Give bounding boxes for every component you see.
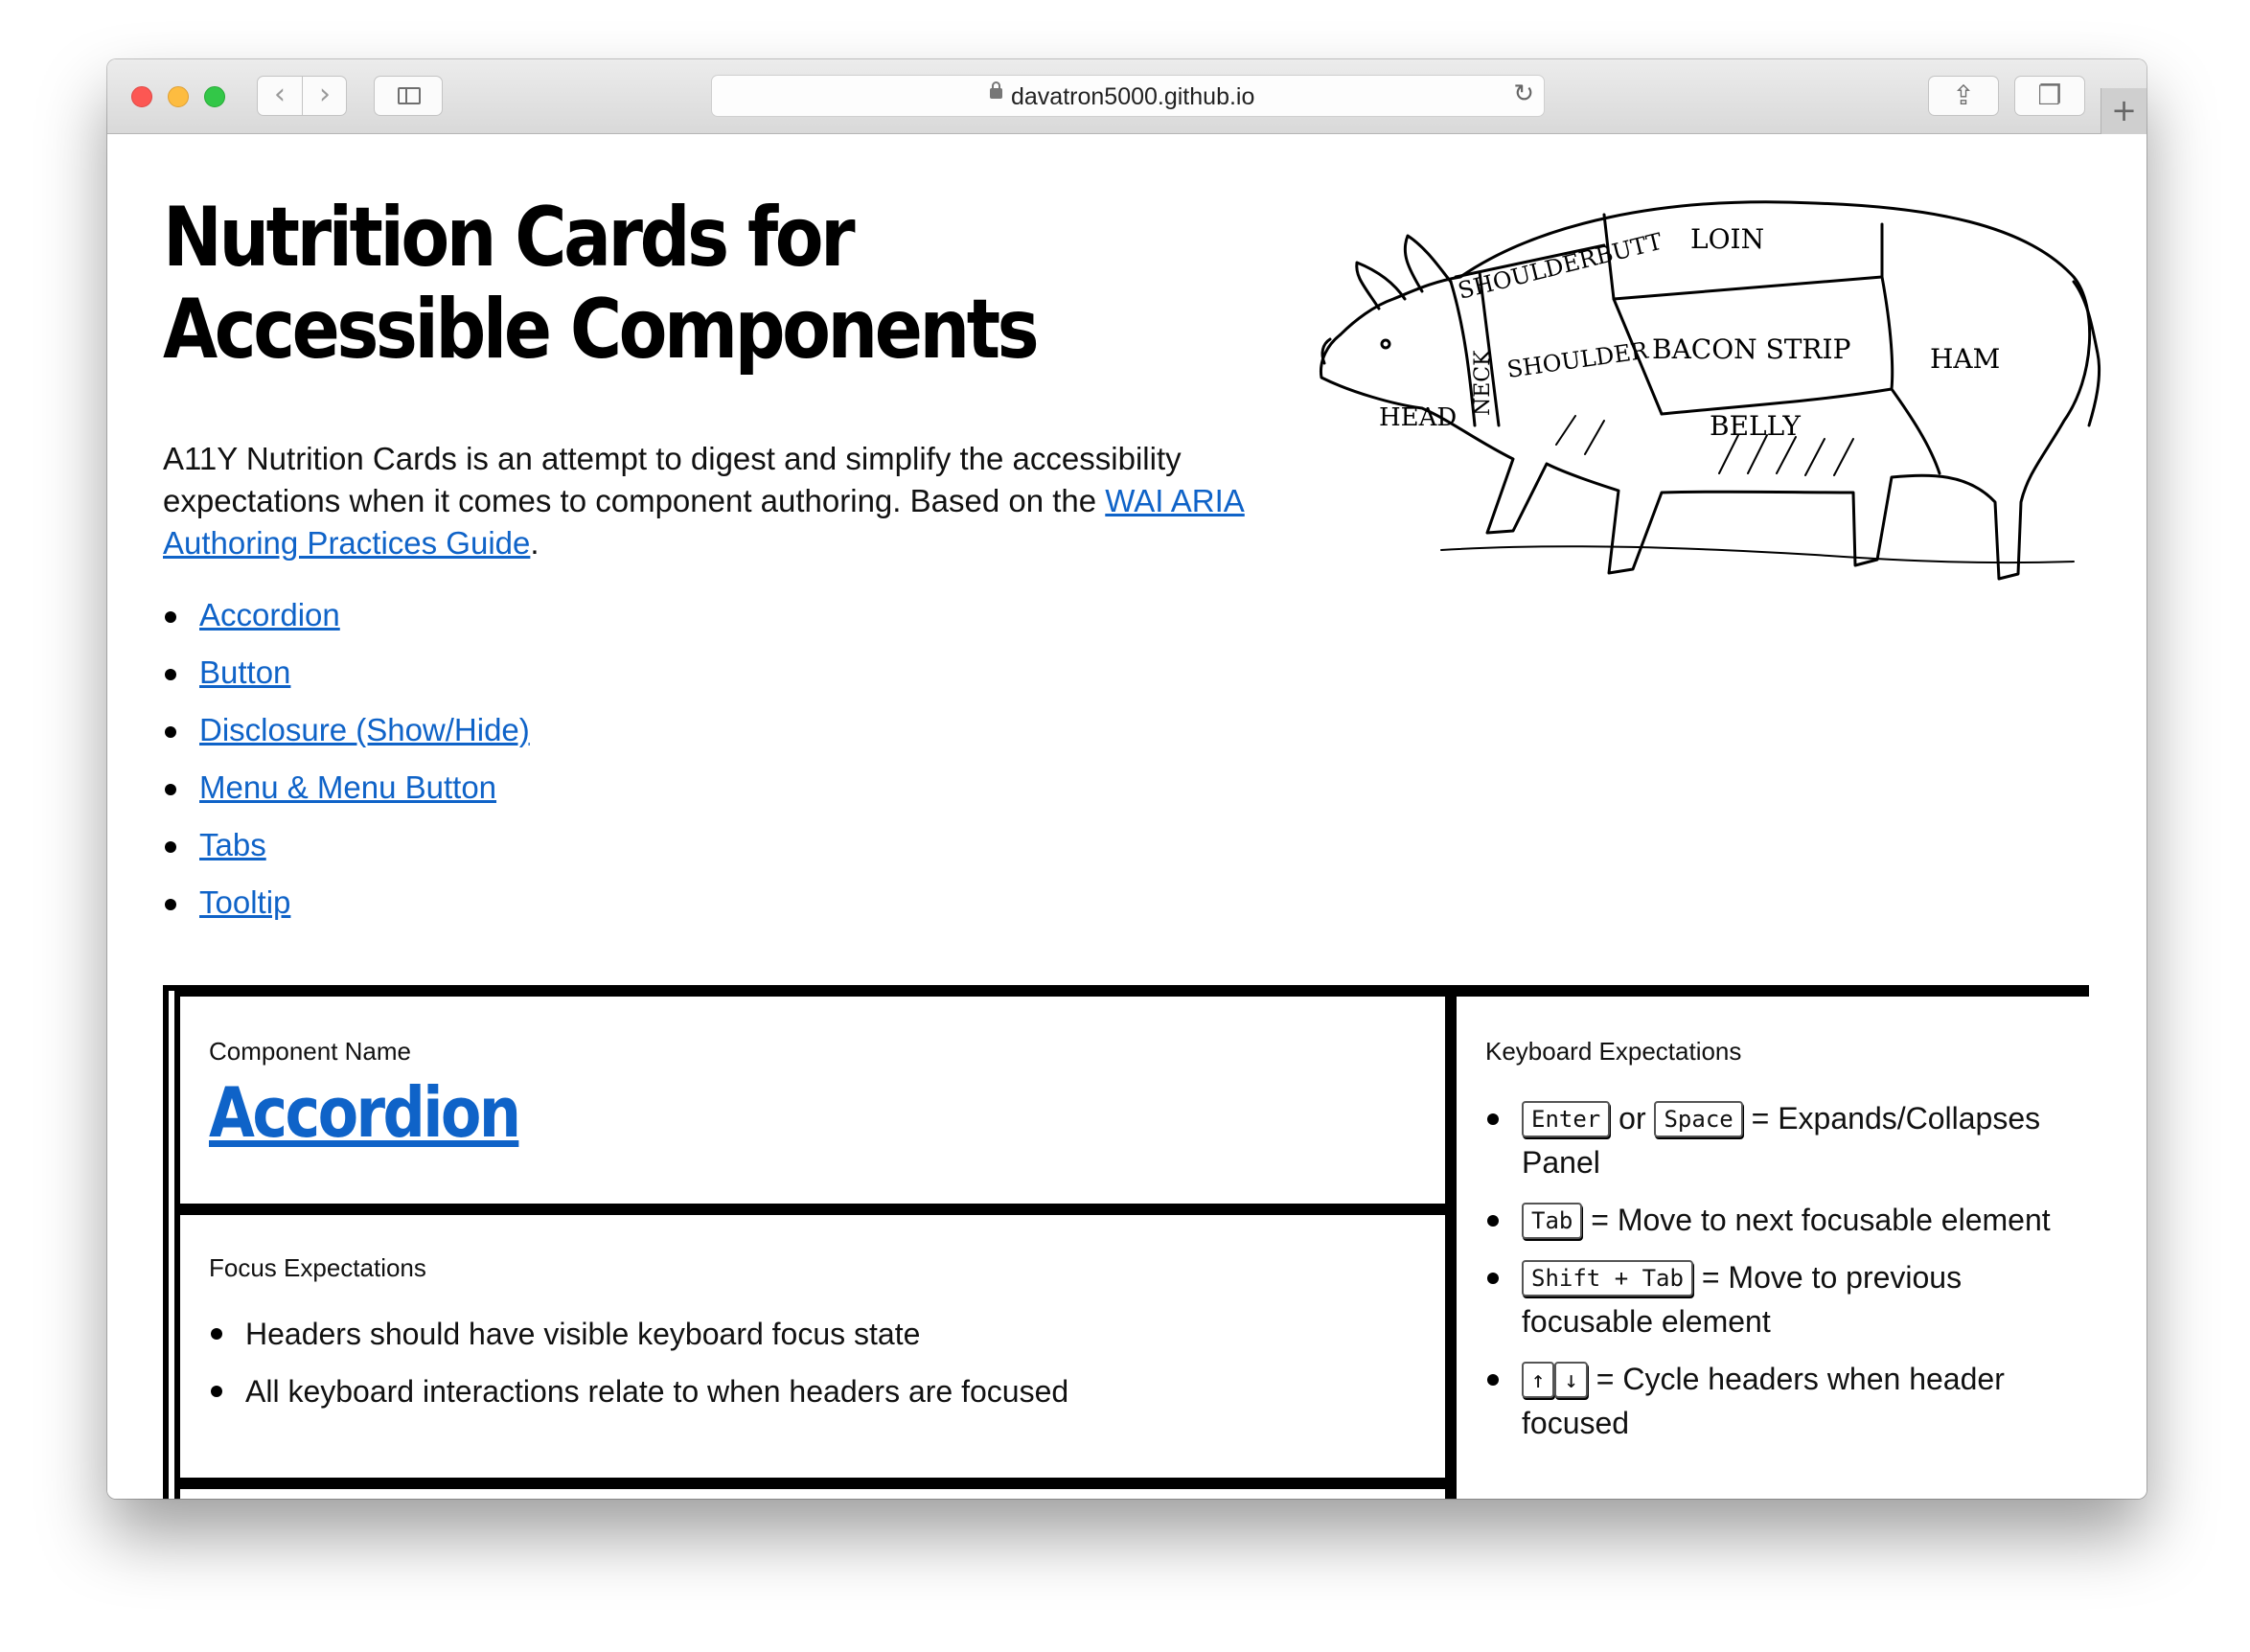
list-item <box>163 586 530 644</box>
pig-label-belly: BELLY <box>1710 410 1801 442</box>
tabs-icon: ❐ <box>2037 80 2062 111</box>
nutrition-card <box>163 985 2089 1499</box>
pig-label-neck: NECK <box>1471 350 1495 416</box>
pig-label-ham: HAM <box>1930 343 2001 375</box>
list-item <box>1485 1198 2051 1242</box>
space-key: Space <box>1654 1101 1742 1137</box>
wai-aria-link[interactable]: WAI ARIA Authoring Practices Guide <box>163 483 1245 561</box>
list-item <box>163 701 530 759</box>
list-item: All keyboard interactions relate to when headers are focused <box>209 1363 1068 1420</box>
new-tab-button[interactable] <box>2101 88 2147 134</box>
next-panel <box>174 1483 1451 1499</box>
list-item <box>1485 1357 2051 1445</box>
component-name-heading <box>209 1071 518 1154</box>
list-item <box>163 644 530 701</box>
arrow-up-key: ↑ <box>1522 1362 1554 1398</box>
back-button[interactable] <box>258 77 303 115</box>
pig-label-head: HEAD <box>1379 403 1458 432</box>
toc-link-tabs[interactable]: Tabs <box>199 827 266 862</box>
keyboard-expectations-list <box>1485 1096 2051 1458</box>
arrow-description: = Cycle headers when header focused <box>1522 1362 2005 1440</box>
list-item <box>163 759 530 816</box>
tab-key: Tab <box>1522 1203 1582 1239</box>
toc-link-menu[interactable]: Menu & Menu Button <box>199 769 497 805</box>
toc-link-tooltip[interactable]: Tooltip <box>199 884 291 920</box>
list-item <box>163 874 530 931</box>
intro-end: . <box>530 525 540 561</box>
pig-butcher-illustration <box>1317 186 2102 617</box>
focus-expectations-label: Focus Expectations <box>209 1253 426 1282</box>
browser-toolbar <box>107 59 2147 134</box>
toc-link-accordion[interactable]: Accordion <box>199 597 340 632</box>
keyboard-expectations-panel <box>1451 991 2089 1499</box>
shift-tab-key: Shift + Tab <box>1522 1260 1693 1296</box>
chevron-right-icon: › <box>319 78 331 111</box>
pig-label-bacon-strip: BACON STRIP <box>1652 333 1851 365</box>
url-text: davatron5000.github.io <box>1011 83 1255 110</box>
zoom-window-button[interactable] <box>204 86 225 107</box>
keyboard-expectations-label: Keyboard Expectations <box>1485 1037 1742 1066</box>
enter-key: Enter <box>1522 1101 1610 1137</box>
show-tabs-button[interactable] <box>2014 76 2085 116</box>
component-list <box>163 586 530 931</box>
browser-window <box>107 59 2147 1499</box>
share-icon: ⇪ <box>1952 80 1975 111</box>
pig-label-loin: LOIN <box>1690 223 1765 255</box>
focus-expectations-list <box>209 1305 1068 1420</box>
forward-button[interactable] <box>303 77 347 115</box>
shift-tab-description: = Move to previous focusable element <box>1522 1260 1963 1339</box>
page-viewport[interactable] <box>107 134 2147 1499</box>
list-item <box>163 816 530 874</box>
arrow-down-key: ↓ <box>1554 1362 1587 1398</box>
sidebar-toggle-button[interactable] <box>374 76 443 116</box>
history-navigation <box>257 76 347 116</box>
pig-label-shoulder-butt: SHOULDERBUTT <box>1455 227 1665 305</box>
or-text: or <box>1619 1101 1646 1136</box>
minimize-window-button[interactable] <box>168 86 189 107</box>
lock-icon <box>990 88 1002 99</box>
component-name-label: Component Name <box>209 1037 411 1066</box>
share-button[interactable] <box>1928 76 1999 116</box>
address-bar[interactable] <box>711 75 1545 117</box>
page-title: Nutrition Cards for Accessible Components <box>163 190 1037 378</box>
focus-expectations-panel <box>174 1209 1451 1483</box>
enter-space-description: = Expands/Collapses Panel <box>1522 1101 2041 1180</box>
reload-icon[interactable]: ↻ <box>1513 80 1534 108</box>
sidebar-icon <box>398 87 421 104</box>
toc-link-disclosure[interactable]: Disclosure (Show/Hide) <box>199 712 530 747</box>
component-name-link[interactable]: Accordion <box>209 1072 519 1153</box>
list-item <box>1485 1255 2051 1343</box>
close-window-button[interactable] <box>131 86 152 107</box>
chevron-left-icon: ‹ <box>274 78 286 111</box>
intro-paragraph <box>163 438 1313 564</box>
intro-text: A11Y Nutrition Cards is an attempt to digest and simplify the accessibility expectations when it comes to component authoring. Based on the <box>163 441 1182 518</box>
toc-link-button[interactable]: Button <box>199 654 291 690</box>
plus-icon: + <box>2111 92 2137 128</box>
tab-description: = Move to next focusable element <box>1591 1203 2051 1237</box>
list-item: Headers should have visible keyboard focus state <box>209 1305 1068 1363</box>
list-item <box>1485 1096 2051 1184</box>
component-name-panel <box>174 991 1451 1209</box>
pig-label-shoulder: SHOULDER <box>1504 336 1650 383</box>
